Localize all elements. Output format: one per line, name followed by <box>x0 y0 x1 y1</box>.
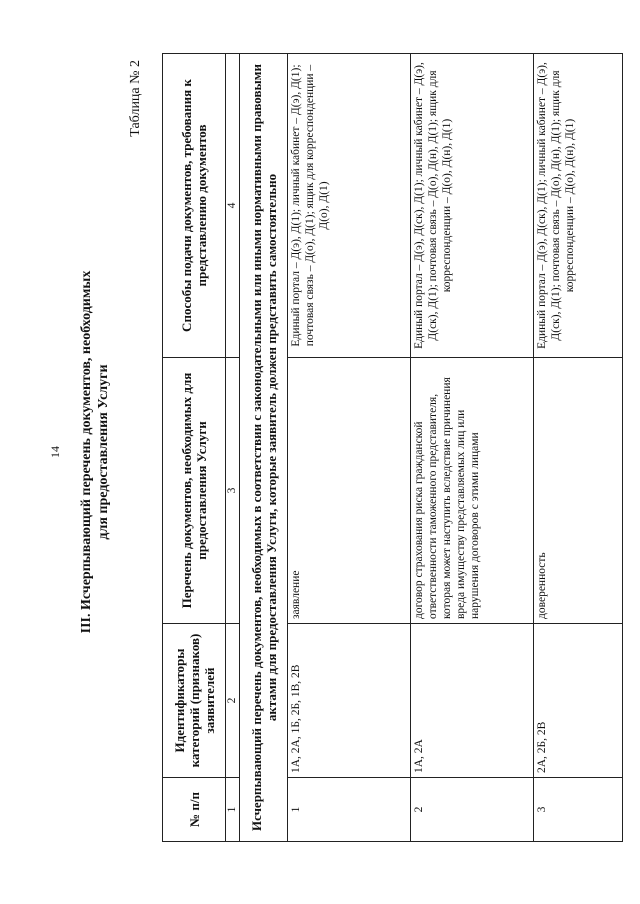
heading-line-2: для предоставления Услуги <box>96 364 111 540</box>
row-document: доверенность <box>534 358 623 624</box>
header-documents: Перечень документов, необходимых для предоставления Услуги <box>163 358 226 624</box>
table-row <box>411 54 534 842</box>
column-number: 2 <box>226 624 240 778</box>
documents-table <box>162 53 623 842</box>
heading-line-1: III. Исчерпывающий перечень документов, необходимых <box>79 270 94 634</box>
section-row <box>240 54 288 842</box>
row-methods: Единый портал – Д(э), Д(ск), Д(1); личный кабинет – Д(э), Д(ск), Д(1); почтовая связь – Д(о), Д(н), Д(1); ящик для корреспонденции – Д(о), Д(н), Д(1) <box>534 54 623 358</box>
table-header-row <box>163 54 226 842</box>
header-num: № п/п <box>163 778 226 842</box>
row-number: 1 <box>288 778 411 842</box>
row-categories: 1А, 2А <box>411 624 534 778</box>
column-number: 4 <box>226 54 240 358</box>
page-number: 14 <box>48 446 62 458</box>
column-number: 1 <box>226 778 240 842</box>
row-categories: 2А, 2Б, 2В <box>534 624 623 778</box>
row-methods: Единый портал – Д(э), Д(ск), Д(1); личный кабинет – Д(э), Д(ск), Д(1); почтовая связь – Д(о), Д(н), Д(1); ящик для корреспонденции – Д(о), Д(н), Д(1) <box>411 54 534 358</box>
row-document: договор страхования риска гражданской ответственности таможенного представителя, которая может наступить вследствие причинения вреда имуществу представляемых лиц или нарушения договоров с этими лицами <box>411 358 534 624</box>
row-number: 2 <box>411 778 534 842</box>
table-row <box>288 54 411 842</box>
row-methods: Единый портал – Д(э), Д(1); личный кабинет – Д(э), Д(1); почтовая связь – Д(о), Д(1); ящик для корреспонденции – Д(о), Д(1) <box>288 54 411 358</box>
table-caption: Таблица № 2 <box>128 60 143 137</box>
header-methods: Способы подачи документов, требования к представлению документов <box>163 54 226 358</box>
row-document: заявление <box>288 358 411 624</box>
header-categories: Идентификаторы категорий (признаков) заявителей <box>163 624 226 778</box>
section-heading <box>78 0 112 904</box>
row-categories: 1А, 2А, 1Б, 2Б, 1В, 2В <box>288 624 411 778</box>
column-number: 3 <box>226 358 240 624</box>
column-numbers-row <box>226 54 240 842</box>
table-row <box>534 54 623 842</box>
section-title: Исчерпывающий перечень документов, необходимых в соответствии с законодательными или иными нормативными правовыми актами для предоставления Услуги, которые заявитель должен представить самостоятельно <box>240 54 288 842</box>
row-number: 3 <box>534 778 623 842</box>
